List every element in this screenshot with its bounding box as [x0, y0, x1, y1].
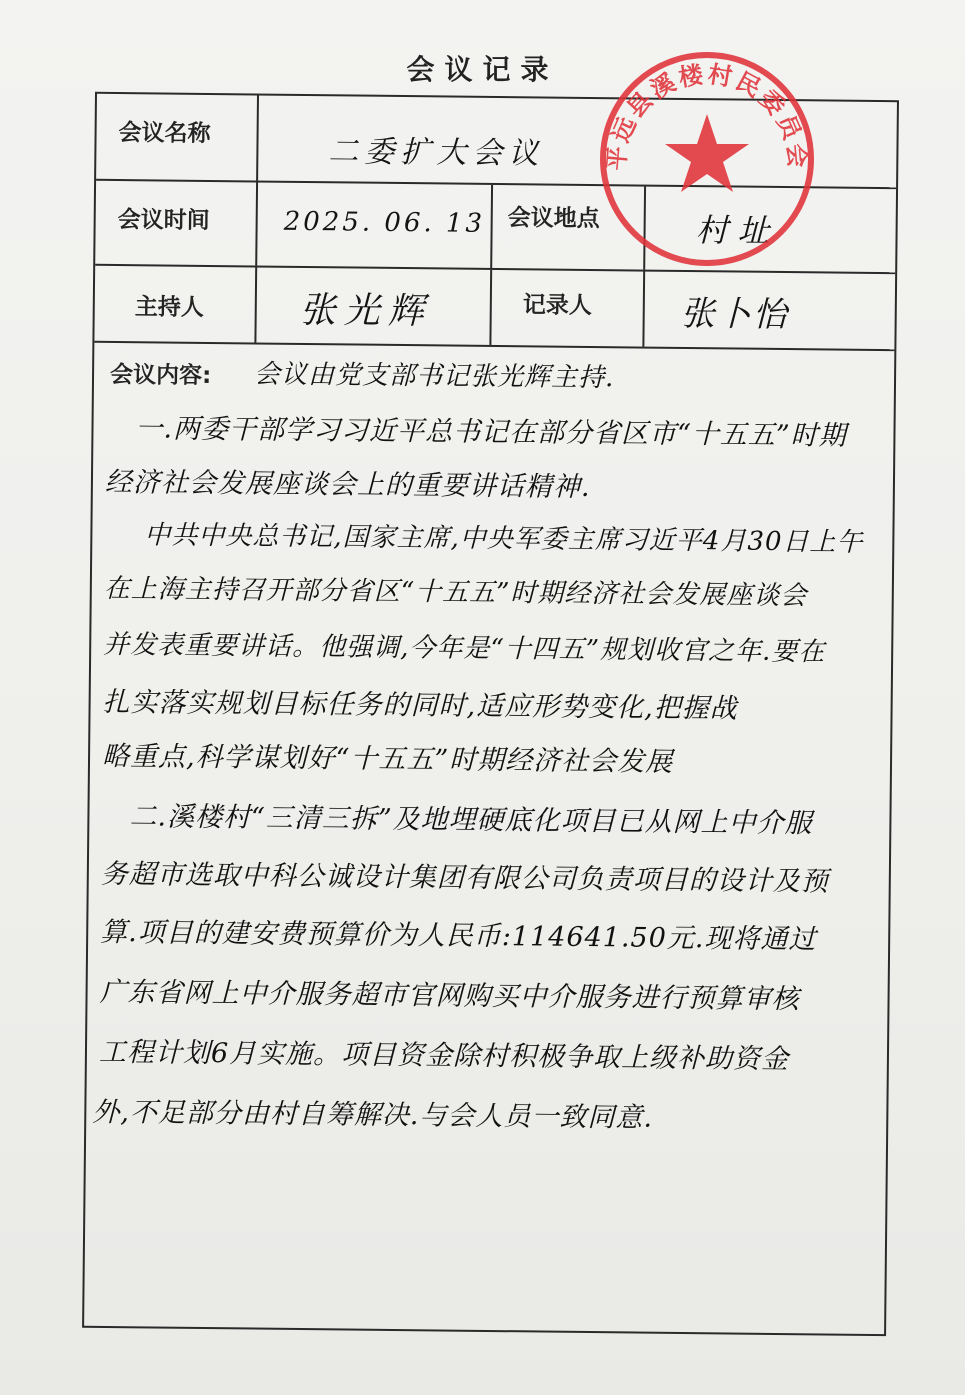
meeting-time-label: 会议时间 — [117, 207, 210, 234]
recorder-value: 张卜怡 — [680, 293, 789, 336]
content-line: 在上海主持召开部分省区“十五五”时期经济社会发展座谈会 — [103, 573, 808, 612]
content-line: 经济社会发展座谈会上的重要讲话精神. — [104, 466, 591, 503]
column-divider — [256, 95, 259, 180]
meeting-record-form — [82, 92, 899, 1336]
column-divider — [255, 182, 258, 265]
meeting-place-value: 村址 — [695, 211, 780, 250]
content-line: 外,不足部分由村自筹解决.与会人员一致同意. — [92, 1096, 654, 1134]
host-value: 张光辉 — [299, 289, 432, 333]
meeting-time-value: 2025. 06. 13 — [283, 206, 486, 239]
recorder-label: 记录人 — [522, 292, 592, 320]
host-label: 主持人 — [134, 294, 204, 321]
content-line: 略重点,科学谋划好“十五五”时期经济社会发展 — [101, 740, 674, 778]
star-icon — [665, 114, 749, 192]
content-line: 一.两委干部学习习近平总书记在部分省区市“十五五”时期 — [135, 413, 847, 452]
meeting-name-value: 二委扩大会议 — [328, 134, 545, 172]
column-divider — [642, 272, 645, 347]
official-seal — [596, 48, 818, 270]
content-line: 并发表重要讲话。他强调,今年是“十四五”规划收官之年.要在 — [103, 629, 826, 668]
document-title: 会议记录 — [406, 53, 559, 86]
content-line: 工程计划6月实施。项目资金除村积极争取上级补助资金 — [98, 1036, 790, 1076]
content-line: 务超市选取中科公诚设计集团有限公司负责项目的设计及预 — [100, 858, 829, 898]
meeting-place-label: 会议地点 — [507, 205, 600, 233]
host-row — [94, 266, 895, 351]
content-line: 中共中央总书记,国家主席,中央军委主席习近平4月30日上午 — [144, 520, 864, 558]
content-line: 扎实落实规划目标任务的同时,适应形势变化,把握战 — [102, 686, 738, 725]
content-line: 算.项目的建安费预算价为人民币:114641.50元.现将通过 — [100, 916, 817, 956]
content-label: 会议内容: — [109, 361, 212, 390]
content-intro: 会议由党支部书记张光辉主持. — [253, 359, 615, 394]
meeting-name-label: 会议名称 — [118, 120, 211, 148]
svg-text:平远县溪楼村民委员会: 平远县溪楼村民委员会 — [602, 60, 812, 172]
column-divider — [489, 270, 492, 345]
content-line: 广东省网上中介服务超市官网购买中介服务进行预算审核 — [99, 976, 800, 1016]
column-divider — [490, 185, 493, 268]
content-line: 二.溪楼村“三清三拆”及地埋硬底化项目已从网上中介服 — [129, 801, 813, 840]
column-divider — [254, 267, 257, 342]
